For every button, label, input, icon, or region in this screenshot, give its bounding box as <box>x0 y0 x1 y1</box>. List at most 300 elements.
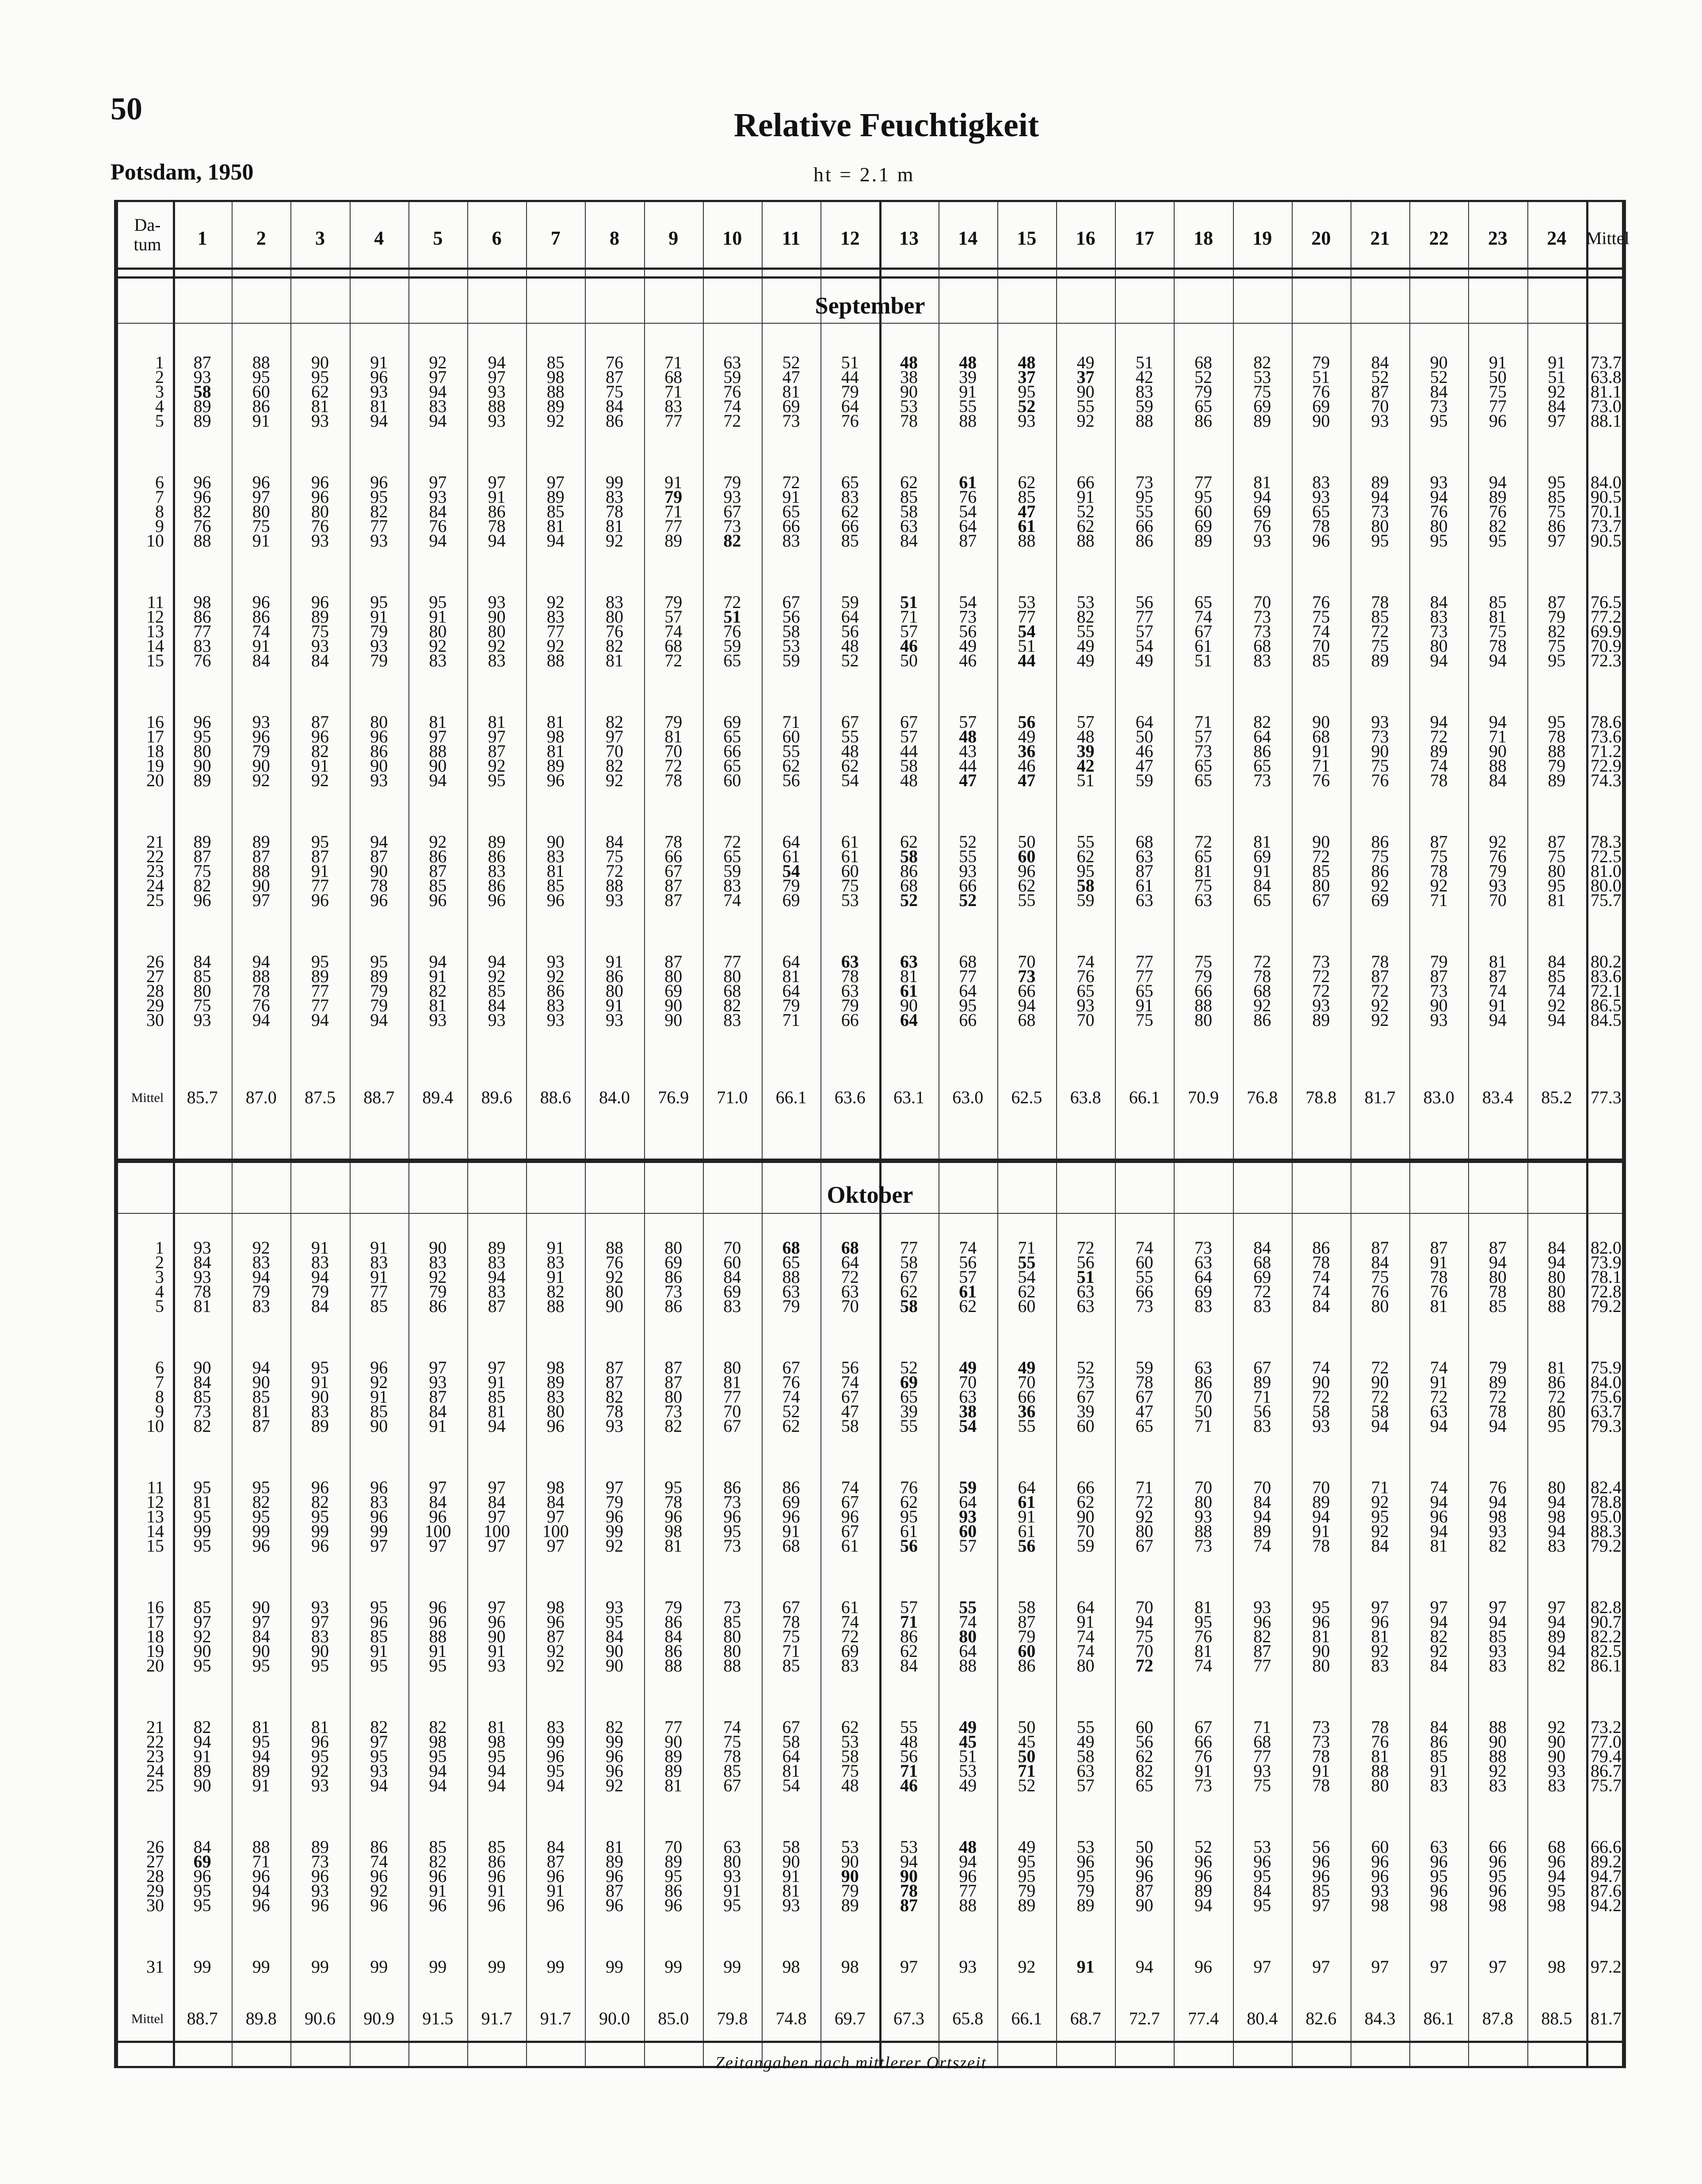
humidity-cell: 73 <box>1135 1296 1153 1316</box>
humidity-cell: 55 <box>1018 1252 1036 1272</box>
humidity-cell: 62 <box>1076 846 1095 866</box>
humidity-cell: 64 <box>1076 1597 1095 1617</box>
humidity-cell: 61 <box>782 846 800 866</box>
humidity-cell: 94 <box>1488 1492 1507 1512</box>
month-divider <box>118 276 1622 279</box>
humidity-cell: 76 <box>1371 770 1389 790</box>
humidity-cell: 70 <box>1312 636 1330 656</box>
hour-header: 15 <box>1017 227 1037 249</box>
humidity-cell: 95 <box>311 1656 329 1675</box>
humidity-cell: 81 <box>193 1492 211 1512</box>
humidity-cell: 44 <box>900 741 918 761</box>
humidity-cell: 63 <box>1076 1281 1095 1301</box>
humidity-cell: 93 <box>1076 995 1095 1015</box>
day-mean-cell: 63.7 <box>1590 1401 1622 1421</box>
datum-header-line: Da- <box>134 215 161 235</box>
humidity-cell: 72 <box>1312 966 1330 986</box>
humidity-cell: 89 <box>841 1895 859 1915</box>
humidity-cell: 73 <box>723 1536 741 1556</box>
humidity-cell: 79 <box>782 995 800 1015</box>
humidity-cell: 57 <box>959 1267 977 1287</box>
day-mean-cell: 75.9 <box>1590 1358 1622 1377</box>
hour-mean-cell: 91.7 <box>540 2008 571 2028</box>
humidity-cell: 98 <box>1548 1957 1566 1977</box>
humidity-cell: 85 <box>546 352 565 372</box>
humidity-cell: 59 <box>1076 890 1095 910</box>
humidity-cell: 81 <box>1194 1641 1212 1661</box>
day-mean-cell: 78.8 <box>1590 1492 1622 1512</box>
humidity-cell: 85 <box>1548 487 1566 507</box>
humidity-cell: 56 <box>959 621 977 641</box>
day-mean-cell: 72.8 <box>1590 1281 1622 1301</box>
humidity-cell: 95 <box>1430 531 1448 551</box>
day-label: 23 <box>146 1746 164 1766</box>
humidity-cell: 47 <box>1018 501 1036 521</box>
humidity-cell: 98 <box>1430 1895 1448 1915</box>
humidity-cell: 82 <box>193 1717 211 1737</box>
humidity-cell: 73 <box>1312 1717 1330 1737</box>
day-label: 6 <box>155 472 164 492</box>
humidity-cell: 67 <box>723 501 741 521</box>
humidity-cell: 81 <box>1430 1296 1448 1316</box>
hour-mean-cell: 85.2 <box>1541 1087 1572 1107</box>
humidity-cell: 82 <box>605 1717 623 1737</box>
humidity-cell: 89 <box>664 1851 683 1871</box>
humidity-cell: 60 <box>1018 1296 1036 1316</box>
humidity-cell: 91 <box>1135 995 1153 1015</box>
humidity-cell: 70 <box>1253 1477 1271 1497</box>
humidity-cell: 37 <box>1018 367 1036 387</box>
humidity-cell: 50 <box>1488 367 1507 387</box>
humidity-cell: 92 <box>311 1761 329 1781</box>
humidity-cell: 93 <box>959 861 977 881</box>
humidity-cell: 53 <box>900 396 918 416</box>
humidity-cell: 61 <box>959 472 977 492</box>
day-mean-cell: 77.2 <box>1590 607 1622 627</box>
humidity-cell: 63 <box>723 352 741 372</box>
humidity-cell: 96 <box>311 1536 329 1556</box>
humidity-cell: 62 <box>1135 1746 1153 1766</box>
humidity-cell: 72 <box>1312 1387 1330 1407</box>
humidity-cell: 98 <box>546 727 565 746</box>
humidity-cell: 69 <box>782 890 800 910</box>
day-mean-cell: 86.1 <box>1590 1656 1622 1675</box>
humidity-cell: 96 <box>605 1866 623 1886</box>
hour-mean-cell: 87.5 <box>304 1087 336 1107</box>
humidity-cell: 82 <box>1253 1626 1271 1646</box>
humidity-cell: 71 <box>1430 890 1448 910</box>
humidity-cell: 93 <box>311 411 329 431</box>
humidity-cell: 52 <box>900 1358 918 1377</box>
humidity-cell: 76 <box>1430 1281 1448 1301</box>
humidity-cell: 82 <box>605 756 623 776</box>
day-label: 24 <box>146 876 164 895</box>
humidity-cell: 93 <box>723 1866 741 1886</box>
humidity-cell: 91 <box>370 1267 388 1287</box>
humidity-cell: 56 <box>1135 1732 1153 1752</box>
humidity-cell: 87 <box>1253 1641 1271 1661</box>
humidity-cell: 75 <box>841 1761 859 1781</box>
humidity-cell: 77 <box>900 1238 918 1258</box>
humidity-cell: 60 <box>841 861 859 881</box>
humidity-cell: 59 <box>723 861 741 881</box>
humidity-cell: 83 <box>546 607 565 627</box>
humidity-cell: 67 <box>723 1416 741 1436</box>
humidity-cell: 94 <box>1430 1521 1448 1541</box>
humidity-cell: 69 <box>664 1252 683 1272</box>
humidity-cell: 77 <box>1488 396 1507 416</box>
humidity-cell: 95 <box>1548 650 1566 670</box>
day-mean-cell: 72.5 <box>1590 846 1622 866</box>
humidity-cell: 76 <box>1488 1477 1507 1497</box>
humidity-cell: 75 <box>311 621 329 641</box>
day-mean-cell: 70.1 <box>1590 501 1622 521</box>
humidity-cell: 96 <box>311 1866 329 1886</box>
humidity-cell: 96 <box>311 487 329 507</box>
humidity-cell: 96 <box>193 472 211 492</box>
humidity-cell: 87 <box>1430 1238 1448 1258</box>
humidity-cell: 56 <box>782 770 800 790</box>
humidity-cell: 96 <box>723 1507 741 1526</box>
humidity-cell: 52 <box>900 890 918 910</box>
humidity-cell: 77 <box>1018 607 1036 627</box>
humidity-cell: 58 <box>900 1252 918 1272</box>
hour-mean-cell: 88.7 <box>187 2008 218 2028</box>
humidity-cell: 84 <box>723 1267 741 1287</box>
humidity-cell: 89 <box>546 487 565 507</box>
humidity-cell: 52 <box>959 890 977 910</box>
humidity-cell: 82 <box>1548 621 1566 641</box>
humidity-cell: 91 <box>605 952 623 972</box>
day-mean-cell: 63.8 <box>1590 367 1622 387</box>
humidity-cell: 85 <box>193 1387 211 1407</box>
humidity-cell: 80 <box>1548 1477 1566 1497</box>
humidity-cell: 94 <box>252 952 270 972</box>
humidity-cell: 73 <box>1194 741 1212 761</box>
humidity-cell: 95 <box>1371 1507 1389 1526</box>
humidity-cell: 48 <box>900 352 918 372</box>
day-label: 17 <box>146 1612 164 1632</box>
humidity-cell: 47 <box>841 1401 859 1421</box>
humidity-cell: 73 <box>1018 966 1036 986</box>
humidity-cell: 71 <box>1253 1387 1271 1407</box>
humidity-cell: 96 <box>193 487 211 507</box>
humidity-cell: 72 <box>1312 981 1330 1001</box>
humidity-cell: 96 <box>1194 1866 1212 1886</box>
humidity-cell: 79 <box>370 621 388 641</box>
humidity-cell: 96 <box>546 1866 565 1886</box>
humidity-cell: 89 <box>546 396 565 416</box>
humidity-cell: 74 <box>1488 981 1507 1001</box>
humidity-cell: 84 <box>1312 1296 1330 1316</box>
humidity-cell: 70 <box>1076 1521 1095 1541</box>
humidity-cell: 90 <box>488 1626 506 1646</box>
humidity-cell: 82 <box>1135 1761 1153 1781</box>
hour-header: 12 <box>840 227 860 249</box>
humidity-cell: 92 <box>546 592 565 612</box>
humidity-cell: 80 <box>1430 516 1448 536</box>
humidity-cell: 87 <box>429 1387 447 1407</box>
humidity-cell: 47 <box>782 367 800 387</box>
humidity-cell: 88 <box>1194 995 1212 1015</box>
day-mean-cell: 82.5 <box>1590 1641 1622 1661</box>
humidity-cell: 53 <box>1253 367 1271 387</box>
datum-header <box>122 214 173 255</box>
humidity-cell: 92 <box>252 1238 270 1258</box>
humidity-cell: 91 <box>1312 741 1330 761</box>
humidity-cell: 90 <box>1488 1732 1507 1752</box>
humidity-cell: 83 <box>723 1296 741 1316</box>
day-label: 20 <box>146 1656 164 1675</box>
humidity-cell: 95 <box>370 1597 388 1617</box>
humidity-cell: 94 <box>900 1851 918 1871</box>
humidity-cell: 55 <box>959 1597 977 1617</box>
humidity-cell: 65 <box>723 846 741 866</box>
humidity-cell: 89 <box>1488 487 1507 507</box>
day-mean-cell: 77.0 <box>1590 1732 1622 1752</box>
humidity-cell: 62 <box>311 382 329 402</box>
humidity-cell: 81 <box>1430 1536 1448 1556</box>
humidity-cell: 87 <box>959 531 977 551</box>
humidity-cell: 94 <box>546 1775 565 1795</box>
humidity-cell: 95 <box>488 1746 506 1766</box>
humidity-cell: 92 <box>1076 411 1095 431</box>
humidity-cell: 97 <box>370 1536 388 1556</box>
humidity-cell: 58 <box>900 501 918 521</box>
humidity-cell: 72 <box>605 861 623 881</box>
humidity-cell: 90 <box>193 1641 211 1661</box>
hour-header: 1 <box>197 227 207 249</box>
day-mean-cell: 80.2 <box>1590 952 1622 972</box>
humidity-cell: 58 <box>1018 1597 1036 1617</box>
humidity-cell: 79 <box>1018 1626 1036 1646</box>
humidity-cell: 86 <box>193 607 211 627</box>
humidity-cell: 87 <box>1488 1238 1507 1258</box>
humidity-cell: 78 <box>605 1401 623 1421</box>
humidity-cell: 81 <box>488 1717 506 1737</box>
humidity-cell: 84 <box>193 1372 211 1392</box>
humidity-cell: 48 <box>1018 352 1036 372</box>
humidity-cell: 88 <box>193 531 211 551</box>
humidity-cell: 88 <box>1488 1717 1507 1737</box>
day-mean-cell: 75.6 <box>1590 1387 1622 1407</box>
humidity-cell: 52 <box>782 1401 800 1421</box>
humidity-cell: 87 <box>252 1416 270 1436</box>
humidity-cell: 93 <box>193 1267 211 1287</box>
humidity-cell: 87 <box>605 1372 623 1392</box>
datum-header-line: tum <box>134 234 161 254</box>
humidity-cell: 83 <box>1312 472 1330 492</box>
humidity-cell: 99 <box>488 1957 506 1977</box>
humidity-cell: 53 <box>1076 1837 1095 1857</box>
humidity-cell: 96 <box>1312 531 1330 551</box>
humidity-cell: 79 <box>841 382 859 402</box>
humidity-cell: 58 <box>782 1732 800 1752</box>
humidity-cell: 85 <box>488 1837 506 1857</box>
humidity-cell: 94 <box>429 531 447 551</box>
humidity-cell: 53 <box>841 890 859 910</box>
day-mean-cell: 95.0 <box>1590 1507 1622 1526</box>
humidity-cell: 96 <box>959 1866 977 1886</box>
day-label: 18 <box>146 1626 164 1646</box>
humidity-cell: 97 <box>429 1477 447 1497</box>
humidity-cell: 83 <box>1371 1656 1389 1675</box>
humidity-cell: 90 <box>252 876 270 895</box>
humidity-cell: 75 <box>1548 636 1566 656</box>
humidity-cell: 80 <box>546 1401 565 1421</box>
humidity-cell: 77 <box>664 516 683 536</box>
humidity-cell: 78 <box>1488 1281 1507 1301</box>
humidity-cell: 80 <box>1548 1401 1566 1421</box>
humidity-cell: 96 <box>1488 1851 1507 1871</box>
humidity-cell: 63 <box>782 1281 800 1301</box>
humidity-cell: 99 <box>605 1521 623 1541</box>
humidity-cell: 96 <box>1371 1851 1389 1871</box>
day-mean-cell: 79.4 <box>1590 1746 1622 1766</box>
humidity-cell: 90 <box>546 832 565 852</box>
hour-mean-cell: 66.1 <box>1011 2008 1042 2028</box>
day-mean-cell: 90.5 <box>1590 487 1622 507</box>
humidity-cell: 93 <box>1371 411 1389 431</box>
humidity-cell: 94 <box>1548 1521 1566 1541</box>
day-label: 27 <box>146 1851 164 1871</box>
humidity-cell: 92 <box>1548 382 1566 402</box>
humidity-cell: 66 <box>959 876 977 895</box>
humidity-cell: 83 <box>546 995 565 1015</box>
day-mean-cell: 80.0 <box>1590 876 1622 895</box>
humidity-cell: 60 <box>1018 1641 1036 1661</box>
humidity-cell: 90 <box>900 1866 918 1886</box>
humidity-cell: 100 <box>424 1521 451 1541</box>
humidity-cell: 63 <box>1135 846 1153 866</box>
humidity-cell: 77 <box>546 621 565 641</box>
humidity-cell: 94 <box>252 1358 270 1377</box>
humidity-cell: 89 <box>311 607 329 627</box>
humidity-cell: 87 <box>664 952 683 972</box>
humidity-cell: 63 <box>1430 1401 1448 1421</box>
humidity-cell: 85 <box>370 1626 388 1646</box>
humidity-cell: 93 <box>1488 1641 1507 1661</box>
humidity-cell: 96 <box>1488 1881 1507 1901</box>
humidity-cell: 67 <box>782 1358 800 1377</box>
hour-mean-cell: 87.8 <box>1482 2008 1513 2028</box>
humidity-cell: 96 <box>1135 1866 1153 1886</box>
humidity-cell: 91 <box>311 1238 329 1258</box>
humidity-cell: 92 <box>546 411 565 431</box>
humidity-cell: 99 <box>193 1521 211 1541</box>
humidity-cell: 94 <box>311 1267 329 1287</box>
humidity-cell: 92 <box>1371 876 1389 895</box>
humidity-cell: 76 <box>605 621 623 641</box>
humidity-cell: 79 <box>370 650 388 670</box>
humidity-cell: 74 <box>1430 1477 1448 1497</box>
humidity-cell: 74 <box>1194 1656 1212 1675</box>
humidity-cell: 89 <box>1253 1372 1271 1392</box>
humidity-cell: 96 <box>546 890 565 910</box>
humidity-cell: 80 <box>1194 1010 1212 1030</box>
hour-mean-cell: 89.6 <box>481 1087 512 1107</box>
humidity-cell: 96 <box>841 1507 859 1526</box>
humidity-cell: 96 <box>1253 1612 1271 1632</box>
humidity-cell: 85 <box>1430 1746 1448 1766</box>
humidity-cell: 93 <box>311 636 329 656</box>
humidity-cell: 68 <box>1194 352 1212 372</box>
humidity-cell: 87 <box>1135 861 1153 881</box>
humidity-cell: 96 <box>429 890 447 910</box>
humidity-cell: 97 <box>1312 1895 1330 1915</box>
humidity-cell: 54 <box>841 770 859 790</box>
humidity-cell: 92 <box>1018 1957 1036 1977</box>
humidity-cell: 81 <box>429 995 447 1015</box>
humidity-cell: 81 <box>1488 952 1507 972</box>
humidity-cell: 78 <box>1371 592 1389 612</box>
humidity-cell: 87 <box>664 1358 683 1377</box>
humidity-cell: 96 <box>370 1895 388 1915</box>
humidity-cell: 83 <box>1194 1296 1212 1316</box>
humidity-cell: 93 <box>193 367 211 387</box>
humidity-cell: 67 <box>664 861 683 881</box>
humidity-cell: 81 <box>252 1401 270 1421</box>
humidity-cell: 94 <box>252 1267 270 1287</box>
humidity-cell: 62 <box>1076 1492 1095 1512</box>
humidity-cell: 97 <box>488 472 506 492</box>
humidity-cell: 97 <box>252 487 270 507</box>
humidity-cell: 81 <box>429 712 447 732</box>
humidity-cell: 84 <box>546 1837 565 1857</box>
humidity-cell: 83 <box>605 487 623 507</box>
humidity-cell: 79 <box>841 1881 859 1901</box>
humidity-cell: 97 <box>488 1597 506 1617</box>
humidity-cell: 96 <box>1488 411 1507 431</box>
humidity-cell: 36 <box>1018 1401 1036 1421</box>
humidity-cell: 58 <box>1371 1401 1389 1421</box>
humidity-cell: 70 <box>723 1401 741 1421</box>
humidity-cell: 83 <box>429 1252 447 1272</box>
humidity-cell: 97 <box>429 472 447 492</box>
hour-header: 8 <box>609 227 619 249</box>
humidity-cell: 90 <box>605 1296 623 1316</box>
humidity-cell: 76 <box>1488 846 1507 866</box>
humidity-cell: 61 <box>841 1536 859 1556</box>
humidity-cell: 52 <box>841 650 859 670</box>
humidity-cell: 80 <box>1488 1267 1507 1287</box>
humidity-cell: 94 <box>370 832 388 852</box>
humidity-cell: 62 <box>782 1416 800 1436</box>
day-label: 24 <box>146 1761 164 1781</box>
humidity-cell: 75 <box>1488 621 1507 641</box>
humidity-cell: 61 <box>1135 876 1153 895</box>
humidity-cell: 89 <box>1194 1881 1212 1901</box>
humidity-cell: 71 <box>1135 1477 1153 1497</box>
humidity-cell: 96 <box>488 1895 506 1915</box>
humidity-cell: 83 <box>252 1296 270 1316</box>
humidity-cell: 74 <box>723 1717 741 1737</box>
day-mean-cell: 84.0 <box>1590 472 1622 492</box>
humidity-cell: 80 <box>252 501 270 521</box>
day-mean-cell: 72.3 <box>1590 650 1622 670</box>
humidity-cell: 51 <box>1194 650 1212 670</box>
humidity-cell: 94 <box>1488 1010 1507 1030</box>
humidity-cell: 89 <box>370 966 388 986</box>
humidity-cell: 85 <box>429 876 447 895</box>
humidity-cell: 48 <box>841 741 859 761</box>
humidity-cell: 57 <box>900 621 918 641</box>
hour-mean-cell: 83.4 <box>1482 1087 1513 1107</box>
day-label: 7 <box>155 487 164 507</box>
humidity-cell: 88 <box>546 1296 565 1316</box>
humidity-cell: 85 <box>900 487 918 507</box>
humidity-cell: 47 <box>959 770 977 790</box>
